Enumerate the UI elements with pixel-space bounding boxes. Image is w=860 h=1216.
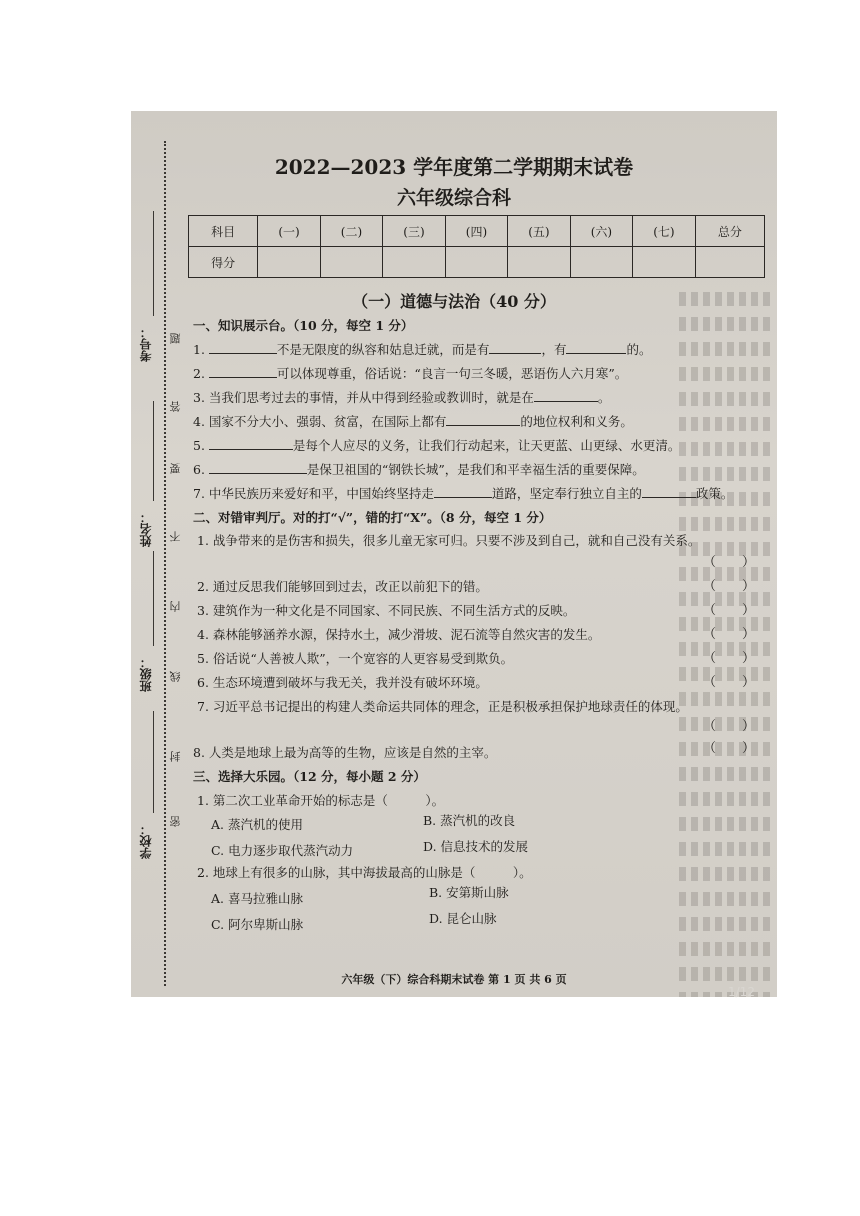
question-number: 5. — [193, 438, 205, 453]
score-cell — [383, 247, 445, 278]
question-line — [193, 460, 645, 478]
kaohao-label: 考号： — [139, 326, 153, 362]
tf-statement: 8. 人类是地球上最为高等的生物，应该是自然的主宰。 — [193, 745, 497, 760]
answer-blank[interactable] — [209, 473, 307, 474]
seal-char: 密 — [169, 816, 182, 827]
answer-blank[interactable] — [642, 497, 696, 498]
question-line — [193, 412, 633, 430]
score-header-cell: (一) — [258, 216, 320, 247]
question-line — [193, 340, 651, 358]
question-line — [193, 388, 610, 406]
score-table — [188, 215, 765, 278]
mc-option-c[interactable]: C. 阿尔卑斯山脉 — [211, 917, 304, 932]
score-header-cell: 总分 — [695, 216, 764, 247]
seal-char: 不 — [169, 531, 182, 542]
score-table-header-row — [189, 216, 765, 247]
score-header-cell: (二) — [320, 216, 382, 247]
answer-parentheses[interactable]: （ ） — [703, 675, 756, 690]
score-cell — [570, 247, 632, 278]
answer-blank[interactable] — [209, 449, 293, 450]
question-text: 。 — [597, 390, 611, 405]
seal-char: 题 — [169, 333, 182, 344]
answer-blank[interactable] — [209, 377, 277, 378]
question-text: 是保卫祖国的“钢铁长城”，是我们和平幸福生活的重要保障。 — [306, 462, 645, 477]
seal-char: 内 — [169, 601, 182, 612]
answer-parentheses[interactable]: （ ） — [703, 603, 756, 618]
answer-parentheses[interactable]: （ ） — [703, 651, 756, 666]
mc-stem: 2. 地球上有很多的山脉，其中海拔最高的山脉是（ ）。 — [197, 865, 532, 880]
score-cell — [320, 247, 382, 278]
tf-statement: 1. 战争带来的是伤害和损失，很多儿童无家可归。只要不涉及到自己，就和自己没有关系。 — [197, 533, 701, 548]
answer-blank[interactable] — [446, 425, 520, 426]
seal-char: 答 — [169, 401, 182, 412]
question-text: 政策。 — [695, 486, 734, 501]
part-title: （一）道德与法治（40 分） — [352, 292, 556, 311]
question-text: 7. 中华民族历来爱好和平，中国始终坚持走 — [193, 486, 434, 501]
score-cell — [258, 247, 320, 278]
answer-parentheses[interactable]: （ ） — [703, 555, 756, 570]
mc-option-d[interactable]: D. 信息技术的发展 — [423, 839, 529, 854]
score-header-cell: 科目 — [189, 216, 258, 247]
banji-label: 班级： — [139, 656, 153, 692]
section-heading: 二、对错审判厅。对的打“√”，错的打“X”。（8 分，每空 1 分） — [193, 510, 552, 525]
mc-option-b[interactable]: B. 安第斯山脉 — [429, 885, 509, 900]
question-number: 2. — [193, 366, 205, 381]
xuexiao-label: 学校： — [139, 823, 153, 859]
answer-parentheses[interactable]: （ ） — [703, 741, 756, 756]
section-heading: 一、知识展示台。（10 分，每空 1 分） — [193, 318, 414, 333]
xuexiao-field — [153, 711, 154, 813]
exam-title: 2022—2023 学年度第二学期期末试卷 — [274, 155, 634, 179]
question-number: 1. — [193, 342, 205, 357]
answer-blank[interactable] — [434, 497, 492, 498]
answer-blank[interactable] — [489, 353, 541, 354]
question-text: 3. 当我们思考过去的事情，并从中得到经验或教训时，就是在 — [193, 390, 534, 405]
question-number: 6. — [193, 462, 205, 477]
mc-option-a[interactable]: A. 喜马拉雅山脉 — [211, 891, 303, 906]
score-row-label: 得分 — [189, 247, 258, 278]
score-header-cell: (六) — [570, 216, 632, 247]
banji-field — [153, 551, 154, 646]
xingming-field — [153, 401, 154, 501]
question-line — [193, 436, 680, 454]
mc-stem: 1. 第二次工业革命开始的标志是（ ）。 — [197, 793, 445, 808]
question-text: 是每个人应尽的义务，让我们行动起来，让天更蓝、山更绿、水更清。 — [292, 438, 681, 453]
score-cell — [445, 247, 507, 278]
answer-parentheses[interactable]: （ ） — [703, 719, 756, 734]
question-line — [193, 364, 627, 382]
score-header-cell: (七) — [633, 216, 695, 247]
exam-page-photo — [131, 111, 777, 997]
mc-option-c[interactable]: C. 电力逐步取代蒸汽动力 — [211, 843, 354, 858]
question-text: 道路，坚定奉行独立自主的 — [491, 486, 642, 501]
question-text: 的。 — [626, 342, 652, 357]
page-footer: 六年级（下）综合科期末试卷 第 1 页 共 6 页 — [341, 973, 567, 986]
score-cell — [695, 247, 764, 278]
tf-statement: 3. 建筑作为一种文化是不同国家、不同民族、不同生活方式的反映。 — [197, 603, 576, 618]
score-header-cell: (五) — [508, 216, 570, 247]
xingming-label: 姓名： — [139, 511, 153, 547]
tf-statement: 7. 习近平总书记提出的构建人类命运共同体的理念，正是积极承担保护地球责任的体现。 — [197, 699, 688, 714]
tf-statement: 5. 俗话说“人善被人欺”，一个宽容的人更容易受到欺负。 — [197, 651, 514, 666]
answer-parentheses[interactable]: （ ） — [703, 579, 756, 594]
mc-option-d[interactable]: D. 昆仑山脉 — [429, 911, 497, 926]
answer-blank[interactable] — [566, 353, 626, 354]
question-text: 不是无限度的纵容和姑息迁就，而是有 — [276, 342, 490, 357]
tf-statement: 2. 通过反思我们能够回到过去，改正以前犯下的错。 — [197, 579, 488, 594]
score-table-score-row — [189, 247, 765, 278]
mc-option-b[interactable]: B. 蒸汽机的改良 — [423, 813, 516, 828]
seal-dotted-line — [164, 141, 166, 986]
answer-blank[interactable] — [209, 353, 277, 354]
tf-statement: 4. 森林能够涵养水源，保持水土，减少滑坡、泥石流等自然灾害的发生。 — [197, 627, 601, 642]
seal-char: 线 — [169, 671, 182, 682]
seal-char: 要 — [169, 463, 182, 474]
question-text: 4. 国家不分大小、强弱、贫富，在国际上都有 — [193, 414, 447, 429]
score-header-cell: (四) — [445, 216, 507, 247]
tf-statement: 6. 生态环境遭到破坏与我无关，我并没有破坏环境。 — [197, 675, 488, 690]
question-line — [193, 484, 733, 502]
exam-subtitle: 六年级综合科 — [396, 187, 511, 209]
mc-option-a[interactable]: A. 蒸汽机的使用 — [211, 817, 303, 832]
question-text: ，有 — [541, 342, 567, 357]
answer-blank[interactable] — [534, 401, 598, 402]
answer-parentheses[interactable]: （ ） — [703, 627, 756, 642]
question-text: 可以体现尊重，俗话说：“良言一句三冬暖，恶语伤人六月寒”。 — [276, 366, 628, 381]
score-cell — [633, 247, 695, 278]
page-indicator: 1/12 — [728, 985, 755, 999]
section-heading: 三、选择大乐园。（12 分，每小题 2 分） — [193, 769, 426, 784]
score-cell — [508, 247, 570, 278]
score-header-cell: (三) — [383, 216, 445, 247]
seal-char: 封 — [169, 751, 182, 762]
question-text: 的地位权利和义务。 — [520, 414, 633, 429]
